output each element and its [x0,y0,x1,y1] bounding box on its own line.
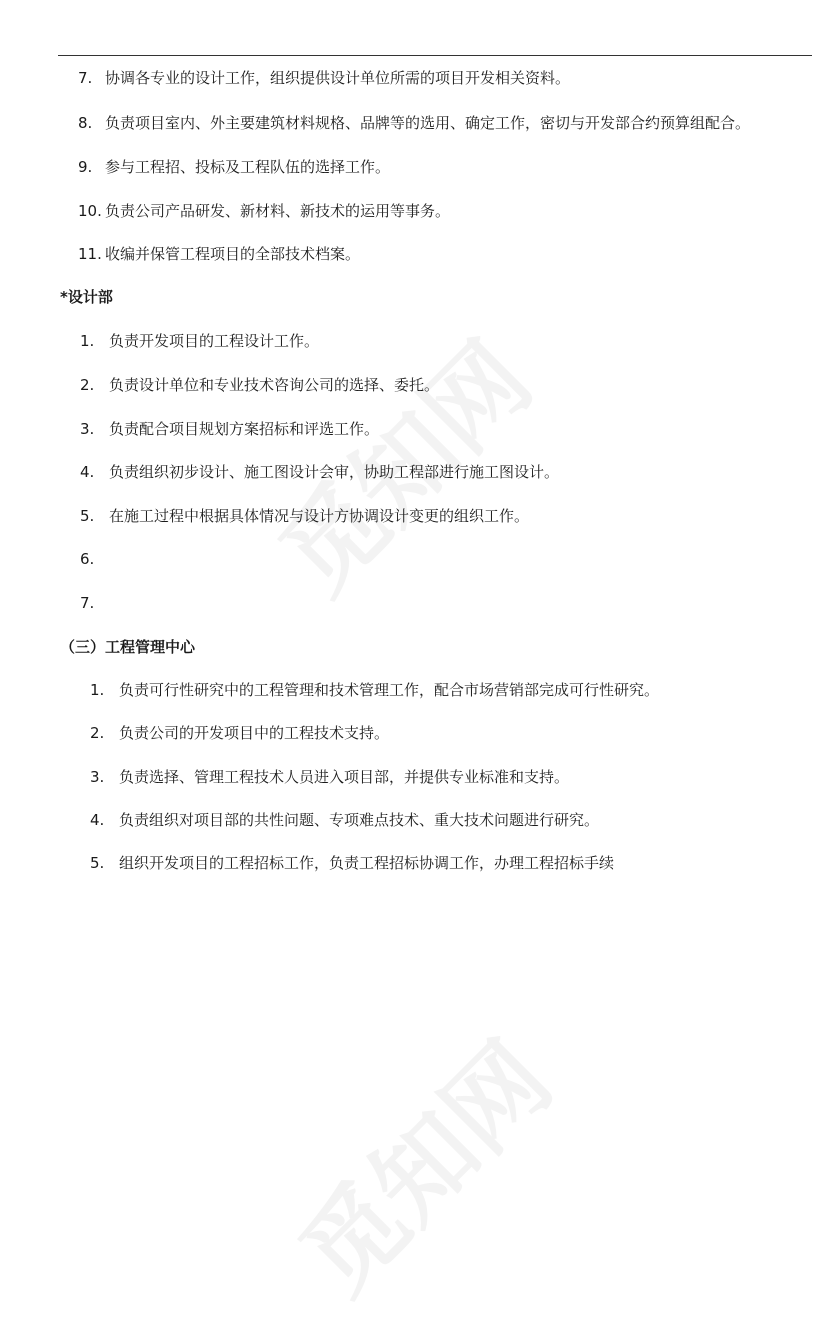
list-item-text: 组织开发项目的工程招标工作，负责工程招标协调工作，办理工程招标手续 [119,854,615,872]
list-item-number: 1. [90,681,105,699]
list-item-text: 负责组织初步设计、施工图设计会审，协助工程部进行施工图设计。 [109,463,560,481]
list-item-text: 负责组织对项目部的共性问题、专项难点技术、重大技术问题进行研究。 [119,811,600,829]
list-item-number: 3. [80,420,95,438]
list-item-number: 2. [90,724,105,742]
list-item [80,506,529,526]
list-item-number: 3. [90,768,105,786]
list-item-text: 负责可行性研究中的工程管理和技术管理工作，配合市场营销部完成可行性研究。 [119,681,660,699]
list-item-text: 参与工程招、投标及工程队伍的选择工作。 [105,158,391,176]
list-item-number: 8. [78,114,93,132]
list-item-number: 7. [78,69,93,87]
list-item-text: 负责开发项目的工程设计工作。 [109,332,320,350]
list-item-text: 协调各专业的设计工作，组织提供设计单位所需的项目开发相关资料。 [105,69,571,87]
list-item-number: 10. [78,202,102,220]
list-item-text: 负责设计单位和专业技术咨询公司的选择、委托。 [109,376,440,394]
list-item [80,419,379,439]
list-item-text: 在施工过程中根据具体情况与设计方协调设计变更的组织工作。 [109,507,530,525]
list-item-number: 2. [80,376,95,394]
watermark [263,1005,577,1319]
list-item [78,157,390,177]
list-item [80,549,109,569]
header-rule [58,55,812,56]
list-item-number: 4. [80,463,95,481]
list-item [80,593,109,613]
list-item [78,113,750,133]
list-item-number: 4. [90,811,105,829]
list-item-text: 收编并保管工程项目的全部技术档案。 [105,245,361,263]
list-item [78,244,360,264]
list-item-number: 5. [90,854,105,872]
list-item-text: 负责选择、管理工程技术人员进入项目部，并提供专业标准和支持。 [119,768,570,786]
list-item-number: 5. [80,507,95,525]
list-item-text: 负责公司产品研发、新材料、新技术的运用等事务。 [105,202,451,220]
list-item-text: 负责公司的开发项目中的工程技术支持。 [119,724,390,742]
list-item-number: 1. [80,332,95,350]
list-item-text: 负责项目室内、外主要建筑材料规格、品牌等的选用、确定工作，密切与开发部合约预算组配合。 [105,114,751,132]
list-item [90,853,614,873]
section-heading-engineering: （三）工程管理中心 [60,638,196,656]
list-item-number: 11. [78,245,102,263]
section-heading-design: *设计部 [60,288,113,306]
list-item-number: 6. [80,550,95,568]
list-item [80,331,319,351]
list-item [90,680,659,700]
list-item-text: 负责配合项目规划方案招标和评选工作。 [109,420,380,438]
list-item-number: 7. [80,594,95,612]
list-item [78,201,450,221]
list-item [90,767,569,787]
list-item [80,375,439,395]
list-item [90,810,599,830]
list-item [78,68,570,88]
list-item [80,462,559,482]
list-item-number: 9. [78,158,93,176]
list-item [90,723,389,743]
